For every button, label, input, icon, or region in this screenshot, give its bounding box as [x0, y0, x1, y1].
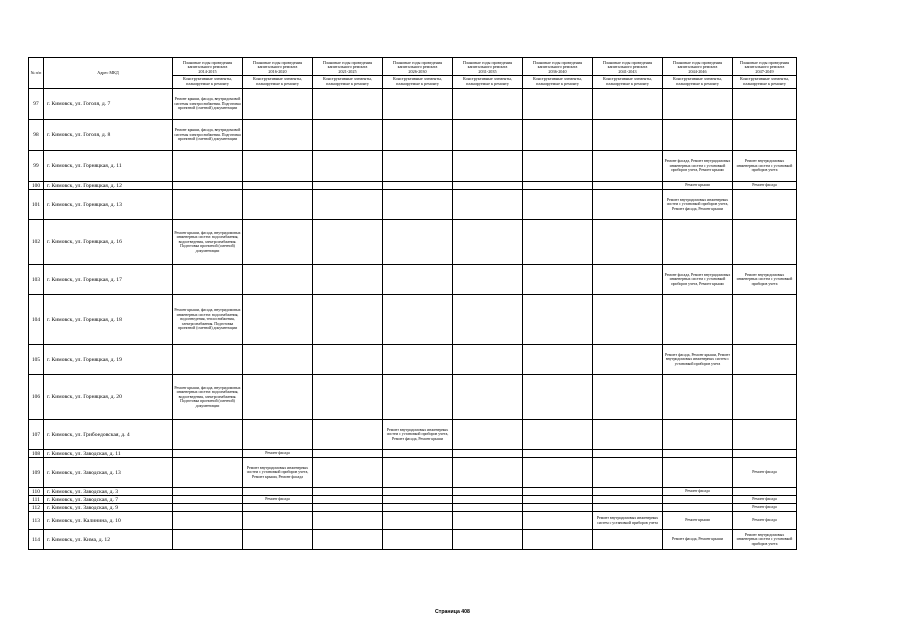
work-cell: Ремонт фасада, Ремонт крыши	[663, 530, 733, 550]
work-cell	[523, 488, 593, 496]
table-row	[29, 488, 797, 496]
work-cell	[313, 458, 383, 488]
work-cell	[523, 512, 593, 530]
work-cell	[313, 265, 383, 295]
work-cell	[523, 450, 593, 458]
row-number: 100	[29, 182, 44, 190]
work-cell	[453, 265, 523, 295]
work-cell: Ремонт фасада	[733, 182, 797, 190]
work-cell	[663, 504, 733, 512]
work-cell	[383, 89, 453, 120]
work-cell	[523, 190, 593, 220]
work-cell	[523, 496, 593, 504]
work-cell	[313, 488, 383, 496]
work-cell	[733, 89, 797, 120]
work-cell	[313, 151, 383, 182]
work-cell	[383, 345, 453, 375]
work-cell	[453, 220, 523, 265]
work-cell	[593, 496, 663, 504]
work-cell	[313, 120, 383, 151]
work-cell	[243, 504, 313, 512]
row-number: 98	[29, 120, 44, 151]
header-period: Плановые годы проведения капитального ремонта 2016-2020 Конструктивные элементы, планируемые к ремонту	[243, 58, 313, 89]
work-cell	[733, 295, 797, 345]
work-cell	[593, 295, 663, 345]
work-cell	[593, 530, 663, 550]
header-period: Плановые годы проведения капитального ремонта 2044-2046 Конструктивные элементы, планируемые к ремонту	[663, 58, 733, 89]
work-cell	[243, 345, 313, 375]
work-cell	[663, 496, 733, 504]
work-cell	[593, 450, 663, 458]
table-row	[29, 345, 797, 375]
work-cell	[243, 512, 313, 530]
work-cell: Ремонт фасада, Ремонт крыши, Ремонт внутридомовых инженерных систем с установкой приборов учета	[663, 345, 733, 375]
row-address: г. Кимовск, ул. Горняцкая, д. 16	[44, 220, 173, 265]
row-address: г. Кимовск, ул. Заводская, д. 9	[44, 504, 173, 512]
row-number: 112	[29, 504, 44, 512]
work-cell	[313, 345, 383, 375]
work-cell: Ремонт фасада	[243, 496, 313, 504]
work-cell	[173, 420, 243, 450]
work-cell	[383, 458, 453, 488]
row-number: 101	[29, 190, 44, 220]
work-cell: Ремонт фасада	[733, 504, 797, 512]
work-cell	[173, 512, 243, 530]
work-cell	[733, 450, 797, 458]
row-address: г. Кимовск, ул. Грибоедовская, д. 4	[44, 420, 173, 450]
work-cell	[453, 504, 523, 512]
table-row	[29, 450, 797, 458]
work-cell	[523, 265, 593, 295]
header-period: Плановые годы проведения капитального ремонта 2036-2040 Конструктивные элементы, планируемые к ремонту	[523, 58, 593, 89]
work-cell	[523, 504, 593, 512]
work-cell	[313, 512, 383, 530]
work-cell	[523, 89, 593, 120]
table-row	[29, 220, 797, 265]
row-address: г. Кимовск, ул. Горняцкая, д. 13	[44, 190, 173, 220]
work-cell	[733, 220, 797, 265]
work-cell	[453, 190, 523, 220]
header-period: Плановые годы проведения капитального ремонта 2031-2035 Конструктивные элементы, планируемые к ремонту	[453, 58, 523, 89]
work-cell	[383, 151, 453, 182]
table-row	[29, 530, 797, 550]
work-cell	[173, 496, 243, 504]
work-cell	[523, 120, 593, 151]
work-cell	[243, 190, 313, 220]
work-cell	[383, 220, 453, 265]
work-cell: Ремонт внутридомовых инженерных систем с установкой приборов учета, Ремонт фасада, Ремонт крыши	[663, 190, 733, 220]
work-cell	[383, 120, 453, 151]
work-cell	[313, 375, 383, 420]
row-address: г. Кимовск, ул. Заводская, д. 13	[44, 458, 173, 488]
work-cell	[453, 512, 523, 530]
work-cell	[383, 190, 453, 220]
work-cell	[593, 220, 663, 265]
work-cell	[523, 530, 593, 550]
header-period: Плановые годы проведения капитального ремонта 2026-2030 Конструктивные элементы, планируемые к ремонту	[383, 58, 453, 89]
work-cell	[663, 220, 733, 265]
work-cell	[173, 265, 243, 295]
row-number: 104	[29, 295, 44, 345]
work-cell: Ремонт крыши, фасада, внутридомовых инженерных систем: водоснабжения, водоотведения, электроснабжения. Подготовка проектной (сметной) документации	[173, 220, 243, 265]
work-cell	[383, 496, 453, 504]
row-address: г. Кимовск, ул. Горняцкая, д. 19	[44, 345, 173, 375]
header-num: № п/п	[29, 58, 44, 89]
row-number: 97	[29, 89, 44, 120]
work-cell	[663, 375, 733, 420]
work-cell: Ремонт крыши, фасада, внутридомовой системы электроснабжения. Подготовка проектной (сметной) документации	[173, 89, 243, 120]
work-cell	[663, 89, 733, 120]
work-cell	[243, 295, 313, 345]
work-cell	[593, 120, 663, 151]
table-row	[29, 151, 797, 182]
work-cell	[173, 190, 243, 220]
work-cell: Ремонт внутридомовых инженерных систем с установкой приборов учета, Ремонт крыши, Ремонт фасада	[243, 458, 313, 488]
work-cell	[313, 496, 383, 504]
work-cell	[383, 512, 453, 530]
row-address: г. Кимовск, ул. Заводская, д. 3	[44, 488, 173, 496]
work-cell: Ремонт фасада, Ремонт внутридомовых инженерных систем с установкой приборов учета, Ремонт крыши	[663, 151, 733, 182]
work-cell	[313, 220, 383, 265]
work-cell	[453, 496, 523, 504]
work-cell	[593, 89, 663, 120]
row-number: 111	[29, 496, 44, 504]
work-cell: Ремонт внутридомовых инженерных систем с установкой приборов учета	[733, 265, 797, 295]
work-cell	[243, 151, 313, 182]
work-cell	[313, 89, 383, 120]
row-number: 114	[29, 530, 44, 550]
table-row	[29, 295, 797, 345]
work-cell	[523, 151, 593, 182]
work-cell	[173, 504, 243, 512]
work-cell	[243, 89, 313, 120]
work-cell	[173, 488, 243, 496]
work-cell	[733, 190, 797, 220]
table-row	[29, 458, 797, 488]
work-cell	[453, 458, 523, 488]
work-cell: Ремонт крыши, фасада, внутридомовой системы электроснабжения. Подготовка проектной (сметной) документации	[173, 120, 243, 151]
work-cell	[453, 375, 523, 420]
work-cell	[173, 182, 243, 190]
work-cell	[173, 530, 243, 550]
work-cell	[383, 182, 453, 190]
work-cell	[383, 488, 453, 496]
row-address: г. Кимовск, ул. Гоголя, д. 7	[44, 89, 173, 120]
work-cell	[243, 182, 313, 190]
work-cell	[383, 504, 453, 512]
work-cell	[313, 182, 383, 190]
work-cell	[383, 450, 453, 458]
work-cell	[663, 450, 733, 458]
work-cell	[593, 182, 663, 190]
page-number: Страница 408	[435, 609, 470, 615]
header-period: Плановые годы проведения капитального ремонта 2041-2043 Конструктивные элементы, планируемые к ремонту	[593, 58, 663, 89]
table-row	[29, 89, 797, 120]
work-cell	[523, 458, 593, 488]
work-cell	[523, 345, 593, 375]
work-cell	[243, 420, 313, 450]
work-cell: Ремонт внутридомовых инженерных систем с установкой приборов учета	[593, 512, 663, 530]
capital-repair-schedule	[28, 57, 797, 550]
table-row	[29, 504, 797, 512]
work-cell: Ремонт фасада, Ремонт внутридомовых инженерных систем с установкой приборов учета, Ремонт крыши	[663, 265, 733, 295]
work-cell: Ремонт внутридомовых инженерных систем с установкой приборов учета, Ремонт фасада, Ремонт крыши	[383, 420, 453, 450]
work-cell	[453, 530, 523, 550]
row-number: 99	[29, 151, 44, 182]
work-cell	[313, 295, 383, 345]
work-cell: Ремонт фасада	[663, 488, 733, 496]
header-period: Плановые годы проведения капитального ремонта 2021-2025 Конструктивные элементы, планируемые к ремонту	[313, 58, 383, 89]
row-number: 106	[29, 375, 44, 420]
work-cell	[453, 89, 523, 120]
row-number: 102	[29, 220, 44, 265]
work-cell	[173, 151, 243, 182]
row-address: г. Кимовск, ул. Кима, д. 12	[44, 530, 173, 550]
row-address: г. Кимовск, ул. Горняцкая, д. 18	[44, 295, 173, 345]
work-cell	[313, 420, 383, 450]
work-cell	[383, 295, 453, 345]
row-address: г. Кимовск, ул. Заводская, д. 7	[44, 496, 173, 504]
work-cell	[523, 182, 593, 190]
work-cell	[243, 120, 313, 151]
work-cell	[383, 265, 453, 295]
work-cell	[383, 375, 453, 420]
table-row	[29, 420, 797, 450]
row-address: г. Кимовск, ул. Гоголя, д. 8	[44, 120, 173, 151]
work-cell	[313, 450, 383, 458]
work-cell	[523, 295, 593, 345]
work-cell	[453, 120, 523, 151]
work-cell	[593, 420, 663, 450]
work-cell	[523, 220, 593, 265]
work-cell	[453, 488, 523, 496]
work-cell: Ремонт крыши, фасада, внутридомовых инженерных систем: водоснабжения, водоотведения, электроснабжения. Подготовка проектной (сметной) документации	[173, 375, 243, 420]
work-cell	[243, 488, 313, 496]
table-row	[29, 375, 797, 420]
row-number: 107	[29, 420, 44, 450]
work-cell: Ремонт внутридомовых инженерных систем с установкой приборов учета	[733, 151, 797, 182]
repair-table	[28, 57, 797, 550]
row-address: г. Кимовск, ул. Горняцкая, д. 20	[44, 375, 173, 420]
work-cell	[663, 120, 733, 151]
table-row	[29, 182, 797, 190]
work-cell	[453, 450, 523, 458]
header-address: Адрес МКД	[44, 58, 173, 89]
work-cell	[523, 375, 593, 420]
row-number: 103	[29, 265, 44, 295]
row-number: 110	[29, 488, 44, 496]
row-number: 108	[29, 450, 44, 458]
work-cell	[243, 530, 313, 550]
work-cell: Ремонт крыши	[663, 182, 733, 190]
work-cell	[593, 190, 663, 220]
header-period: Плановые годы проведения капитального ремонта 2047-2049 Конструктивные элементы, планируемые к ремонту	[733, 58, 797, 89]
table-row	[29, 120, 797, 151]
work-cell	[593, 345, 663, 375]
work-cell	[523, 420, 593, 450]
work-cell	[173, 450, 243, 458]
row-number: 105	[29, 345, 44, 375]
work-cell: Ремонт фасада	[733, 458, 797, 488]
work-cell	[453, 345, 523, 375]
work-cell: Ремонт фасада	[243, 450, 313, 458]
work-cell	[593, 504, 663, 512]
work-cell	[313, 504, 383, 512]
work-cell	[593, 375, 663, 420]
row-number: 109	[29, 458, 44, 488]
work-cell	[173, 345, 243, 375]
work-cell	[733, 420, 797, 450]
work-cell	[383, 530, 453, 550]
row-address: г. Кимовск, ул. Заводская, д. 11	[44, 450, 173, 458]
work-cell: Ремонт крыши	[663, 512, 733, 530]
header-row	[29, 58, 797, 89]
work-cell	[593, 458, 663, 488]
row-address: г. Кимовск, ул. Горняцкая, д. 17	[44, 265, 173, 295]
work-cell: Ремонт фасада	[733, 512, 797, 530]
work-cell	[243, 375, 313, 420]
row-address: г. Кимовск, ул. Горняцкая, д. 12	[44, 182, 173, 190]
work-cell	[593, 265, 663, 295]
header-period: Плановые годы проведения капитального ремонта 2014-2015 Конструктивные элементы, планируемые к ремонту	[173, 58, 243, 89]
work-cell	[593, 151, 663, 182]
work-cell	[663, 420, 733, 450]
row-address: г. Кимовск, ул. Калинина, д. 10	[44, 512, 173, 530]
work-cell: Ремонт внутридомовых инженерных систем с установкой приборов учета	[733, 530, 797, 550]
work-cell	[663, 295, 733, 345]
work-cell	[453, 182, 523, 190]
work-cell	[733, 375, 797, 420]
row-number: 113	[29, 512, 44, 530]
table-row	[29, 512, 797, 530]
work-cell	[453, 295, 523, 345]
table-row	[29, 265, 797, 295]
work-cell	[593, 488, 663, 496]
work-cell	[453, 420, 523, 450]
work-cell	[173, 458, 243, 488]
work-cell	[313, 190, 383, 220]
work-cell	[453, 151, 523, 182]
row-address: г. Кимовск, ул. Горняцкая, д. 11	[44, 151, 173, 182]
work-cell	[663, 458, 733, 488]
work-cell: Ремонт крыши, фасада, внутридомовых инженерных систем: водоснабжения, водоотведения, теплоснабжения, электроснабжения. Подготовка проектной (сметной) документации	[173, 295, 243, 345]
work-cell	[733, 345, 797, 375]
work-cell	[313, 530, 383, 550]
work-cell	[733, 488, 797, 496]
table-row	[29, 190, 797, 220]
work-cell: Ремонт фасада	[733, 496, 797, 504]
table-row	[29, 496, 797, 504]
work-cell	[733, 120, 797, 151]
work-cell	[243, 265, 313, 295]
work-cell	[243, 220, 313, 265]
